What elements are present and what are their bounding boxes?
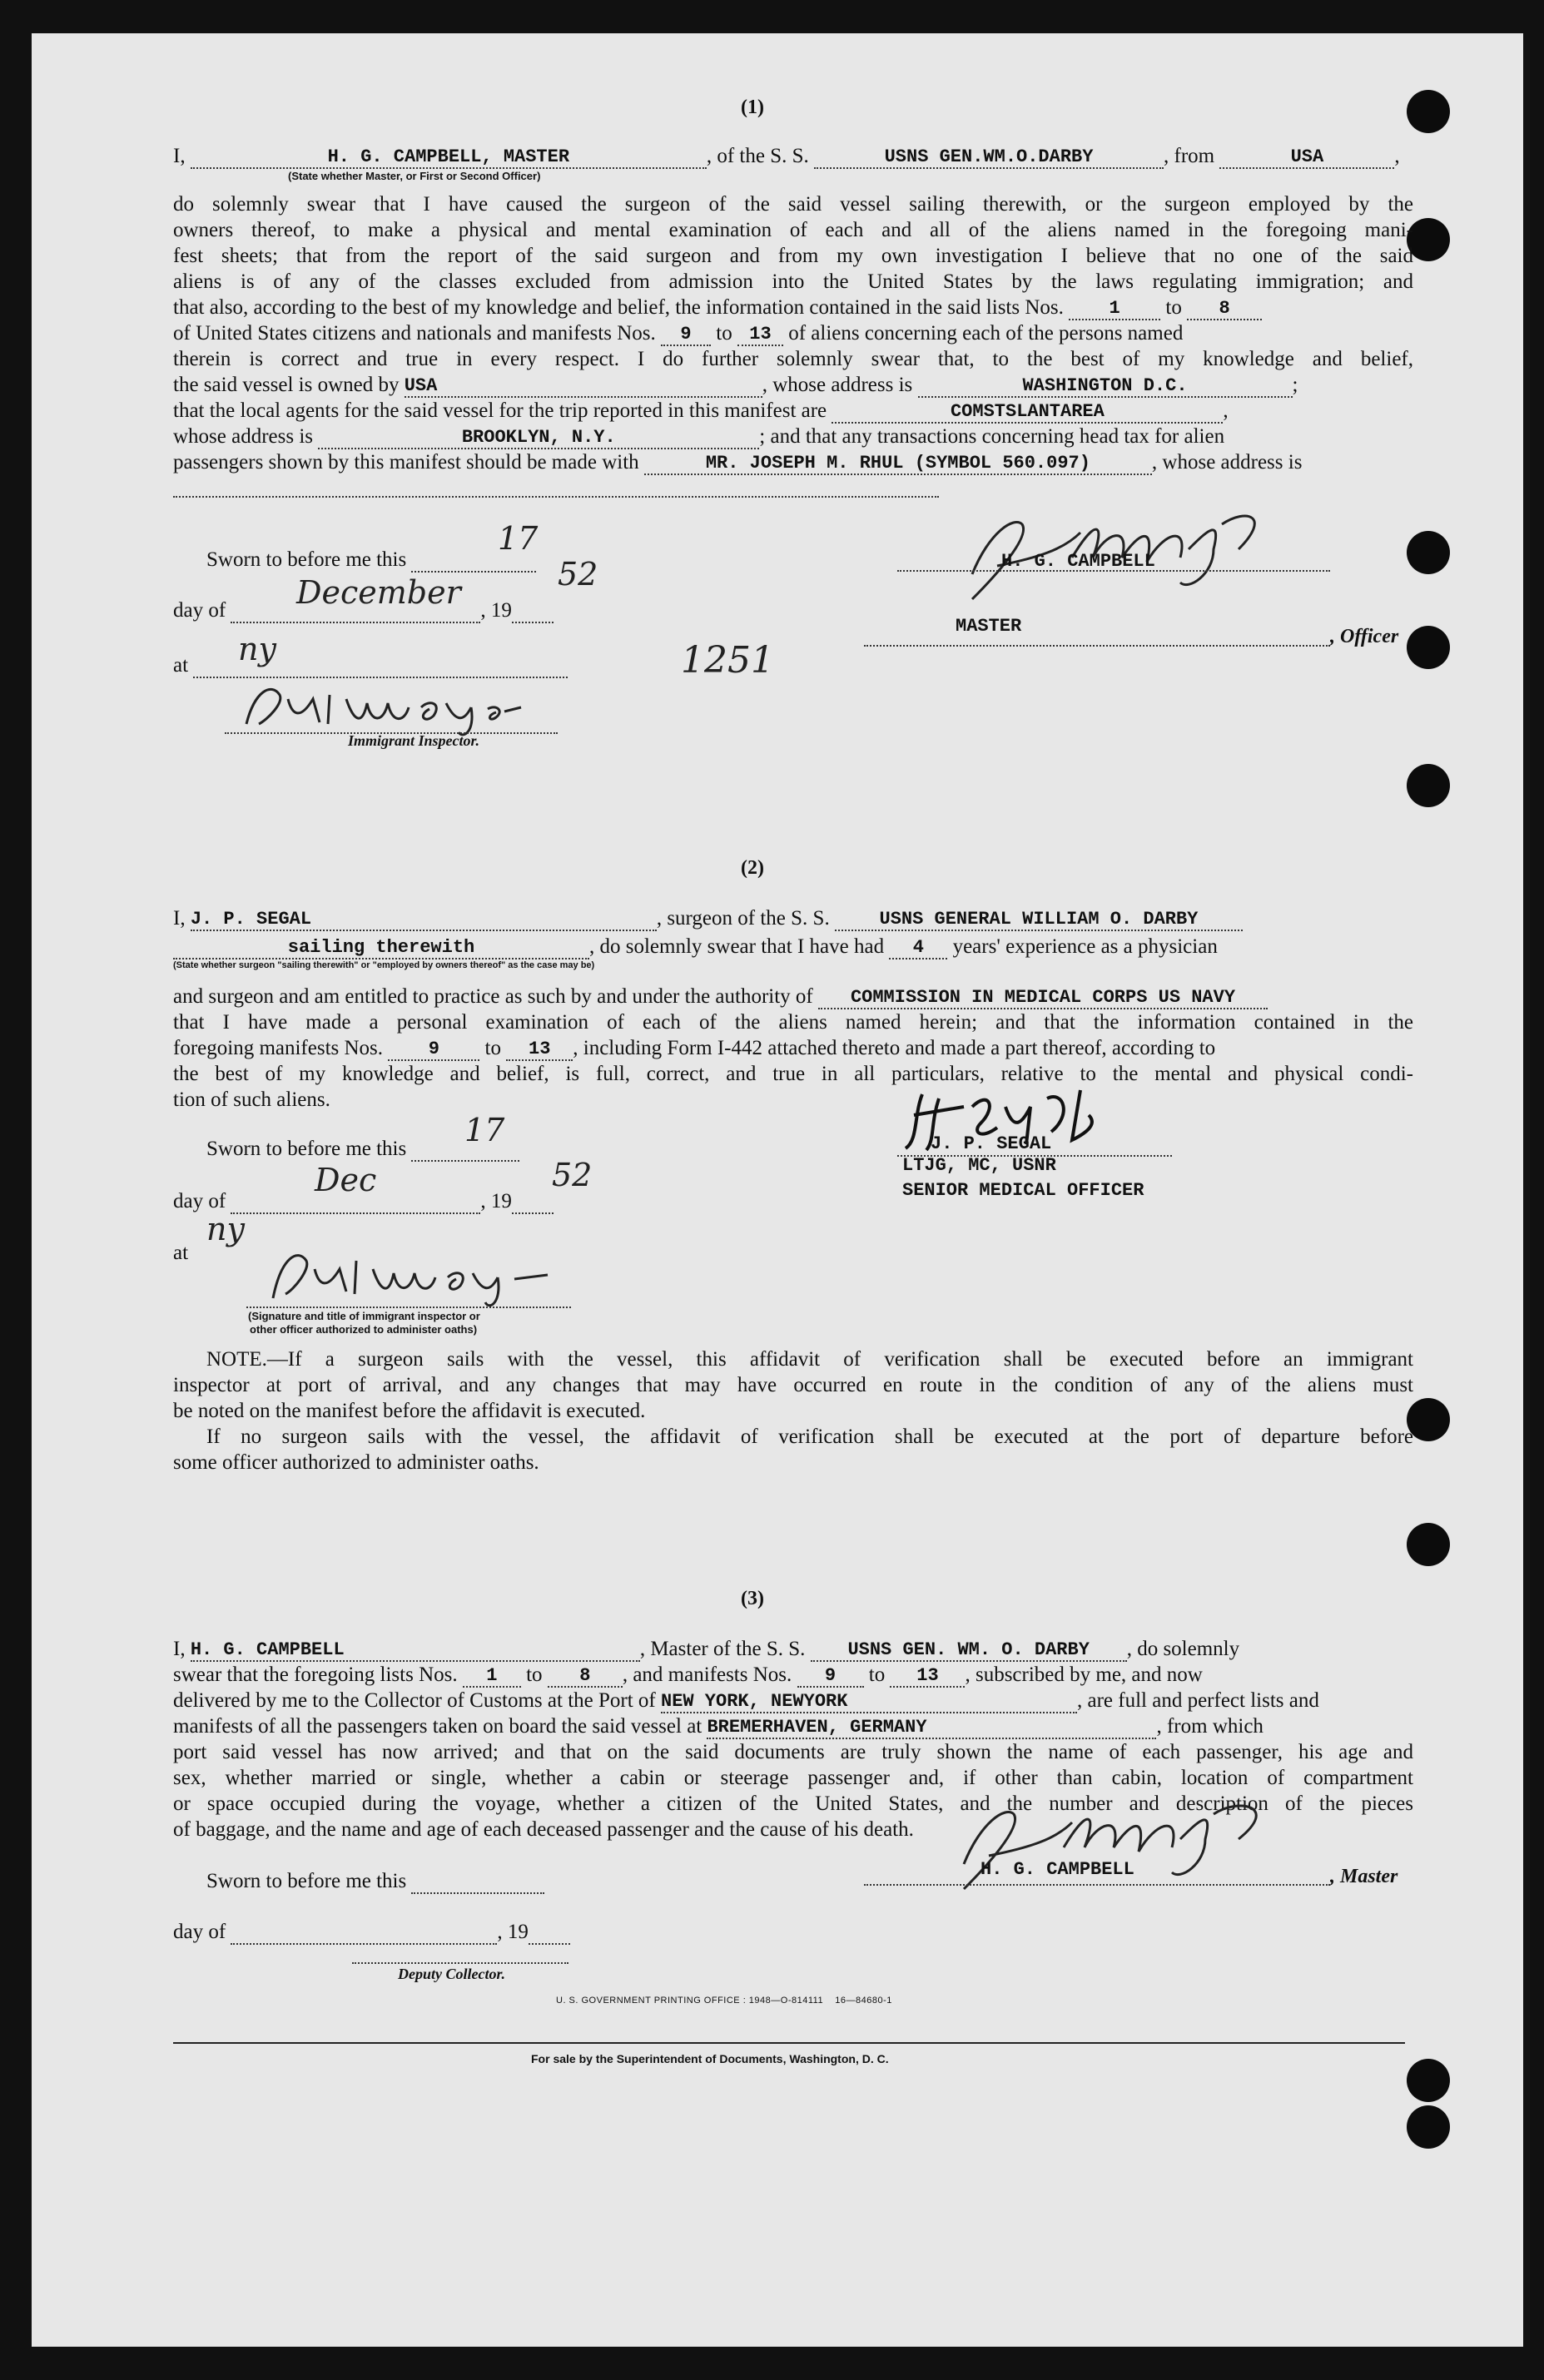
note-1-line: inspector at port of arrival, and any changes that may have occurred en route in the condition of any of the aliens must [173, 1374, 1413, 1396]
at-place-handwriting: ny [238, 631, 276, 667]
s1-day-of: day of , 19 [173, 597, 554, 623]
s2-line-2: sailing therewith , do solemnly swear that I have had 4 years' experience as a physician [173, 934, 1218, 959]
s3-arrival-port-field: NEW YORK, NEWYORK [661, 1688, 1077, 1713]
s3-line-4: manifests of all the passengers taken on board the said vessel at BREMERHAVEN, GERMANY , from which [173, 1715, 1263, 1738]
section-1-number: (1) [741, 97, 764, 118]
form-page [32, 33, 1523, 2347]
year-field [512, 598, 554, 623]
s1-text-line: fest sheets; that from the report of the said surgeon and from my own investigation I believe that no one of the said [173, 245, 1413, 267]
s1-text-line: aliens is of any of the classes excluded from admission into the United States by the laws regulating immigration; and [173, 270, 1413, 293]
sworn-day-handwriting: 17 [498, 520, 539, 557]
punch-hole [1407, 1523, 1450, 1566]
collector-signature-line [352, 1962, 568, 1964]
s2-year-field [512, 1189, 554, 1214]
campbell-signature-s3 [931, 1789, 1297, 1897]
s1-text-line: owners thereof, to make a physical and mental examination of each and all of the aliens named in the foregoing mani- [173, 219, 1413, 241]
s2-day-of: day of , 19 [173, 1188, 554, 1214]
owner-field: USA [405, 373, 762, 398]
s3-lists-to-field: 8 [548, 1663, 623, 1688]
s3-sworn: Sworn to before me this [206, 1868, 544, 1894]
s2-manifest-from-field: 9 [388, 1036, 479, 1061]
s2-sworn-day-handwriting: 17 [464, 1112, 505, 1148]
manifest-from-field: 9 [661, 321, 711, 346]
month-handwriting: December [296, 574, 461, 611]
authority-field: COMMISSION IN MEDICAL CORPS US NAVY [818, 984, 1268, 1009]
s3-manifest-from-field: 9 [797, 1663, 864, 1688]
surgeon-signer-name: J. P. SEGAL [931, 1133, 1052, 1154]
master-label: , Master [1330, 1866, 1398, 1887]
s1-line-7: of United States citizens and nationals and manifests Nos. 9 to 13 of aliens concerning each of the persons named [173, 322, 1184, 345]
s2-at: at [173, 1242, 189, 1264]
s2-manifest-to-field: 13 [506, 1036, 573, 1061]
agent-field: COMSTSLANTAREA [832, 399, 1223, 424]
inspector-signature-s2 [248, 1240, 581, 1315]
s2-line-3: and surgeon and am entitled to practice as such by and under the authority of COMMISSION IN MEDICAL CORPS US NAVY [173, 984, 1268, 1009]
surgeon-signer-title: SENIOR MEDICAL OFFICER [902, 1180, 1144, 1201]
punch-hole [1407, 764, 1450, 807]
surgeon-name-field: J. P. SEGAL [191, 906, 657, 931]
s3-year-field [529, 1920, 570, 1945]
s1-text-line: therein is correct and true in every respect. I do further solemnly swear that, to the best of my knowledge and belief, [173, 348, 1413, 370]
signer-typed-s1: H. G. CAMPBELL [1001, 551, 1155, 572]
s2-month-handwriting: Dec [315, 1162, 377, 1198]
note-2-line: If no surgeon sails with the vessel, the affidavit of verification shall be executed at the port of departure before [206, 1426, 1413, 1448]
note-1-line-1: NOTE.—If a surgeon sails with the vessel, this affidavit of verification shall be executed before an immigrant [206, 1348, 1413, 1371]
s2-line-1: I, J. P. SEGAL , surgeon of the S. S. USNS GENERAL WILLIAM O. DARBY [173, 905, 1243, 931]
master-note: (State whether Master, or First or Second Officer) [288, 170, 541, 182]
surgeon-ship-field: USNS GENERAL WILLIAM O. DARBY [835, 906, 1243, 931]
s2-text-line: the best of my knowledge and belief, is full, correct, and true in all particulars, relative to the mental and physical condi- [173, 1063, 1413, 1085]
deputy-collector-label: Deputy Collector. [398, 1966, 505, 1982]
officer-title-line [864, 645, 1330, 647]
footer-rule [173, 2042, 1405, 2044]
lists-to-field: 8 [1187, 295, 1262, 320]
note-2-line: some officer authorized to administer oaths. [173, 1451, 539, 1474]
s3-master-signature-line [864, 1884, 1330, 1886]
officer-label: , Officer [1330, 626, 1399, 647]
sig-note-1: (Signature and title of immigrant inspector or [248, 1310, 480, 1322]
s1-line-12: passengers shown by this manifest should be made with MR. JOSEPH M. RHUL (SYMBOL 560.097) , whose address is [173, 451, 1303, 474]
s2-text-line: tion of such aliens. [173, 1088, 330, 1111]
agent-address-field: BROOKLYN, N.Y. [318, 424, 759, 449]
s2-year-handwriting: 52 [552, 1157, 593, 1193]
s2-at-place-handwriting: ny [206, 1211, 245, 1247]
manifest-to-field: 13 [737, 321, 783, 346]
surgeon-signature-line [897, 1155, 1172, 1157]
s2-sworn: Sworn to before me this [206, 1136, 519, 1162]
printing-office-line: U. S. GOVERNMENT PRINTING OFFICE : 1948—O-814111 16—84680-1 [556, 1996, 892, 2006]
s3-text-line: port said vessel has now arrived; and that on the said documents are truly shown the name of each passenger, his age and [173, 1741, 1413, 1763]
inspector-line-s2 [246, 1307, 571, 1308]
s1-line-10: that the local agents for the said vessel for the trip reported in this manifest are COMSTSLANTAREA , [173, 399, 1229, 422]
punch-hole [1407, 2105, 1450, 2149]
officer-title: MASTER [956, 616, 1022, 637]
s1-sworn: Sworn to before me this [206, 547, 536, 573]
owner-address-field: WASHINGTON D.C. [918, 373, 1293, 398]
s1-line-1: I, H. G. CAMPBELL, MASTER , of the S. S. USNS GEN.WM.O.DARBY , from USA , [173, 145, 1400, 167]
s3-master-name-field: H. G. CAMPBELL [191, 1637, 640, 1662]
years-experience-field: 4 [889, 935, 947, 959]
s1-line-11: whose address is BROOKLYN, N.Y. ; and that any transactions concerning head tax for alien [173, 425, 1225, 448]
s1-text-line: do solemnly swear that I have caused the surgeon of the said vessel sailing therewith, or the surgeon employed by the [173, 193, 1413, 216]
s2-text-line: that I have made a personal examination of each of the aliens named herein; and that the information contained in the [173, 1011, 1413, 1034]
surgeon-status-field: sailing therewith [173, 935, 589, 959]
s1-at: at [173, 652, 568, 678]
signer-typed-s3: H. G. CAMPBELL [981, 1859, 1134, 1880]
immigrant-inspector-label: Immigrant Inspector. [348, 732, 480, 749]
ship-name-field: USNS GEN.WM.O.DARBY [814, 144, 1164, 169]
s3-ship-field: USNS GEN. WM. O. DARBY [811, 1637, 1127, 1662]
surgeon-signer-rank: LTJG, MC, USNR [902, 1155, 1056, 1176]
lists-from-field: 1 [1069, 295, 1160, 320]
section-2-number: (2) [741, 857, 764, 879]
s3-line-3: delivered by me to the Collector of Customs at the Port of NEW YORK, NEWYORK , are full and perfect lists and [173, 1689, 1319, 1712]
s3-line-1: I, H. G. CAMPBELL , Master of the S. S. USNS GEN. WM. O. DARBY , do solemnly [173, 1638, 1240, 1660]
s3-manifest-to-field: 13 [890, 1663, 965, 1688]
sig-note-2: other officer authorized to administer oaths) [250, 1323, 478, 1336]
master-name-field: H. G. CAMPBELL, MASTER [191, 144, 707, 169]
punch-hole [1407, 90, 1450, 133]
s3-sworn-day-field [411, 1869, 544, 1894]
s3-lists-from-field: 1 [463, 1663, 521, 1688]
punch-hole [1407, 2059, 1450, 2102]
s1-line-6: that also, according to the best of my knowledge and belief, the information contained in the said lists Nos. 1 to 8 [173, 295, 1262, 320]
head-tax-contact-field: MR. JOSEPH M. RHUL (SYMBOL 560.097) [644, 450, 1152, 475]
surgeon-status-note: (State whether surgeon "sailing therewith" or "employed by owners thereof" as the case may be) [173, 960, 595, 970]
s3-month-field [231, 1920, 497, 1945]
from-port-field: USA [1219, 144, 1394, 169]
stamp-number-handwriting: 1251 [681, 639, 774, 682]
s2-line-5: foregoing manifests Nos. 9 to 13 , including Form I-442 attached thereto and made a part thereof, according to [173, 1037, 1216, 1059]
s3-text-line: of baggage, and the name and age of each deceased passenger and the cause of his death. [173, 1818, 914, 1841]
year-handwriting: 52 [558, 556, 598, 593]
s1-line-9: the said vessel is owned by USA , whose address is WASHINGTON D.C. ; [173, 374, 1298, 396]
punch-hole [1407, 531, 1450, 574]
s3-text-line: sex, whether married or single, whether a cabin or steerage passenger and, if other than cabin, location of compartment [173, 1767, 1413, 1789]
inspector-signature-s1 [221, 674, 571, 741]
s3-day-of: day of , 19 [173, 1919, 570, 1945]
blank-address-line [173, 496, 939, 498]
s3-line-2: swear that the foregoing lists Nos. 1 to 8 , and manifests Nos. 9 to 13 , subscribed by me, and now [173, 1664, 1203, 1686]
s3-departure-port-field: BREMERHAVEN, GERMANY [707, 1714, 1156, 1739]
punch-hole [1407, 626, 1450, 669]
note-1-line: be noted on the manifest before the affidavit is executed. [173, 1400, 646, 1422]
section-3-number: (3) [741, 1588, 764, 1609]
footer-text: For sale by the Superintendent of Documents, Washington, D. C. [531, 2052, 889, 2065]
s3-text-line: or space occupied during the voyage, whether a citizen of the United States, and the number and description of the pieces [173, 1792, 1413, 1815]
